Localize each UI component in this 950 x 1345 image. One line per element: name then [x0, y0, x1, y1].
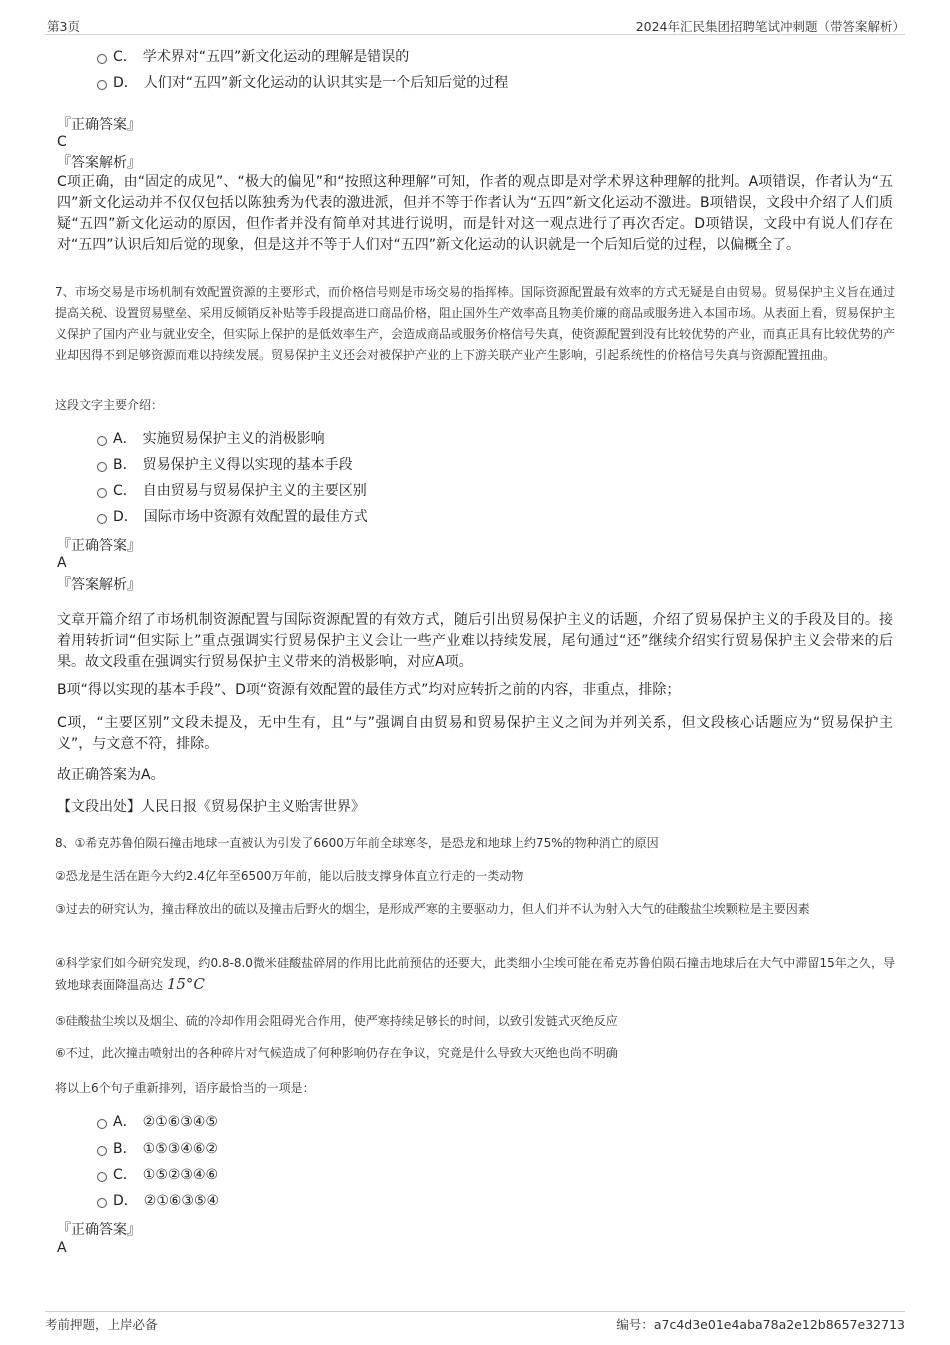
q7-analysis-paragraph: C项，“主要区别”文段未提及，无中生有，且“与”强调自由贸易和贸易保护主义之间为并列关系，但文段核心话题应为“贸易保护主义”，与文意不符，排除。: [57, 715, 893, 752]
q7-option-b[interactable]: B． 贸易保护主义得以实现的基本手段: [97, 455, 353, 475]
q7-source: 【文段出处】人民日报《贸易保护主义贻害世界》: [57, 799, 365, 815]
radio-icon[interactable]: [97, 54, 107, 64]
radio-icon[interactable]: [97, 1119, 107, 1129]
q7-analysis-paragraph: 故正确答案为A。: [57, 767, 165, 783]
q8-option-b[interactable]: B． ①⑤③④⑥②: [97, 1139, 218, 1159]
radio-icon[interactable]: [97, 436, 107, 446]
q7-answer: A: [57, 555, 67, 571]
q7-option-a[interactable]: A． 实施贸易保护主义的消极影响: [97, 429, 325, 449]
q8-answer: A: [57, 1240, 67, 1256]
radio-icon[interactable]: [97, 488, 107, 498]
q8-prompt: 将以上6个句子重新排列，语序最恰当的一项是：: [55, 1081, 315, 1095]
document-code: 编号：a7c4d3e01e4aba78a2e12b8657e32713: [616, 1317, 905, 1332]
q6-analysis-label: 『答案解析』: [57, 155, 141, 171]
q8-sentence: ⑤硅酸盐尘埃以及烟尘、硫的冷却作用会阻碍光合作用，使严寒持续足够长的时间，以致引发链式灭绝反应: [55, 1014, 618, 1028]
q7-option-c[interactable]: C． 自由贸易与贸易保护主义的主要区别: [97, 481, 367, 501]
q6-answer-label: 『正确答案』: [57, 117, 141, 133]
page-footer: [45, 1311, 905, 1336]
q8-sentence: ③过去的研究认为，撞击释放出的硫以及撞击后野火的烟尘，是形成严寒的主要驱动力，但人们并不认为射入大气的硅酸盐尘埃颗粒是主要因素: [55, 902, 810, 916]
q8-sentence: 8、①希克苏鲁伯陨石撞击地球一直被认为引发了6600万年前全球寒冬，是恐龙和地球上约75%的物种消亡的原因: [55, 836, 659, 850]
radio-icon[interactable]: [97, 1172, 107, 1182]
q7-option-d[interactable]: D． 国际市场中资源有效配置的最佳方式: [97, 507, 368, 527]
footer-slogan: 考前押题，上岸必备: [45, 1317, 158, 1332]
q7-analysis-paragraph: B项“得以实现的基本手段”、D项“资源有效配置的最佳方式”均对应转折之前的内容，非重点，排除；: [57, 682, 681, 698]
q7-answer-label: 『正确答案』: [57, 538, 141, 554]
temperature-value: 15°C: [166, 975, 205, 993]
document-title: 2024年汇民集团招聘笔试冲刺题（带答案解析）: [635, 19, 905, 34]
q6-option-d[interactable]: D． 人们对“五四”新文化运动的认识其实是一个后知后觉的过程: [97, 73, 508, 93]
radio-icon[interactable]: [97, 80, 107, 90]
q8-sentence: ④科学家们如今研究发现，约0.8-8.0微米硅酸盐碎屑的作用比此前预估的还要大，此类细小尘埃可能在希克苏鲁伯陨石撞击地球后在大气中滞留15年之久，导致地球表面降温高达 15°C: [55, 956, 895, 993]
page-header: [45, 14, 905, 35]
q6-option-c[interactable]: C． 学术界对“五四”新文化运动的理解是错误的: [97, 47, 409, 67]
page-number: 第3页: [47, 19, 80, 34]
radio-icon[interactable]: [97, 514, 107, 524]
q8-option-d[interactable]: D． ②①⑥③⑤④: [97, 1191, 219, 1211]
q7-analysis-label: 『答案解析』: [57, 577, 141, 593]
q8-sentence: ⑥不过，此次撞击喷射出的各种碎片对气候造成了何种影响仍存在争议，究竟是什么导致大灭绝也尚不明确: [55, 1046, 618, 1060]
q7-analysis-paragraph: 文章开篇介绍了市场机制资源配置与国际资源配置的有效方式，随后引出贸易保护主义的话题，介绍了贸易保护主义的手段及目的。接着用转折词“但实际上”重点强调实行贸易保护主义会让一些产业难以持续发展，尾句通过“还”继续介绍实行贸易保护主义会带来的后果。故文段重在强调实行贸易保护主义带来的消极影响，对应A项。: [57, 612, 893, 670]
q6-answer: C: [57, 134, 67, 150]
radio-icon[interactable]: [97, 1198, 107, 1208]
radio-icon[interactable]: [97, 1146, 107, 1156]
q8-option-a[interactable]: A． ②①⑥③④⑤: [97, 1112, 218, 1132]
q8-answer-label: 『正确答案』: [57, 1222, 141, 1238]
q6-analysis: C项正确，由“固定的成见”、“极大的偏见”和“按照这种理解”可知，作者的观点即是对学术界这种理解的批判。A项错误，作者认为“五四”新文化运动并不仅仅包括以陈独秀为代表的激进派，但并不等于作者认为“五四”新文化运动不激进。B项错误，文段中介绍了人们质疑“五四”新文化运动的原因，但作者并没有简单对其进行说明，而是针对这一观点进行了再次否定。D项错误，文段中有说人们存在对“五四”认识后知后觉的现象，但是这并不等于人们对“五四”新文化运动的认识就是一个后知后觉的过程，以偏概全了。: [57, 174, 893, 253]
q8-sentence: ②恐龙是生活在距今大约2.4亿年至6500万年前，能以后肢支撑身体直立行走的一类动物: [55, 869, 524, 883]
q7-prompt: 这段文字主要介绍：: [55, 398, 164, 412]
q7-stem: 7、市场交易是市场机制有效配置资源的主要形式，而价格信号则是市场交易的指挥棒。国际资源配置最有效率的方式无疑是自由贸易。贸易保护主义旨在通过提高关税、设置贸易壁垒、采用反倾销反补贴等手段提高进口商品价格，阻止国外生产效率高且物美价廉的商品或服务进入本国市场。从表面上看，贸易保护主义保护了国内产业与就业安全，但实际上保护的是低效率生产，会造成商品或服务价格信号失真，使资源配置到没有比较优势的产业，而真正具有比较优势的产业却因得不到足够资源而难以持续发展。贸易保护主义还会对被保护产业的上下游关联产业产生影响，引起系统性的价格信号失真与资源配置扭曲。: [55, 285, 896, 362]
q8-option-c[interactable]: C． ①⑤②③④⑥: [97, 1165, 218, 1185]
radio-icon[interactable]: [97, 462, 107, 472]
